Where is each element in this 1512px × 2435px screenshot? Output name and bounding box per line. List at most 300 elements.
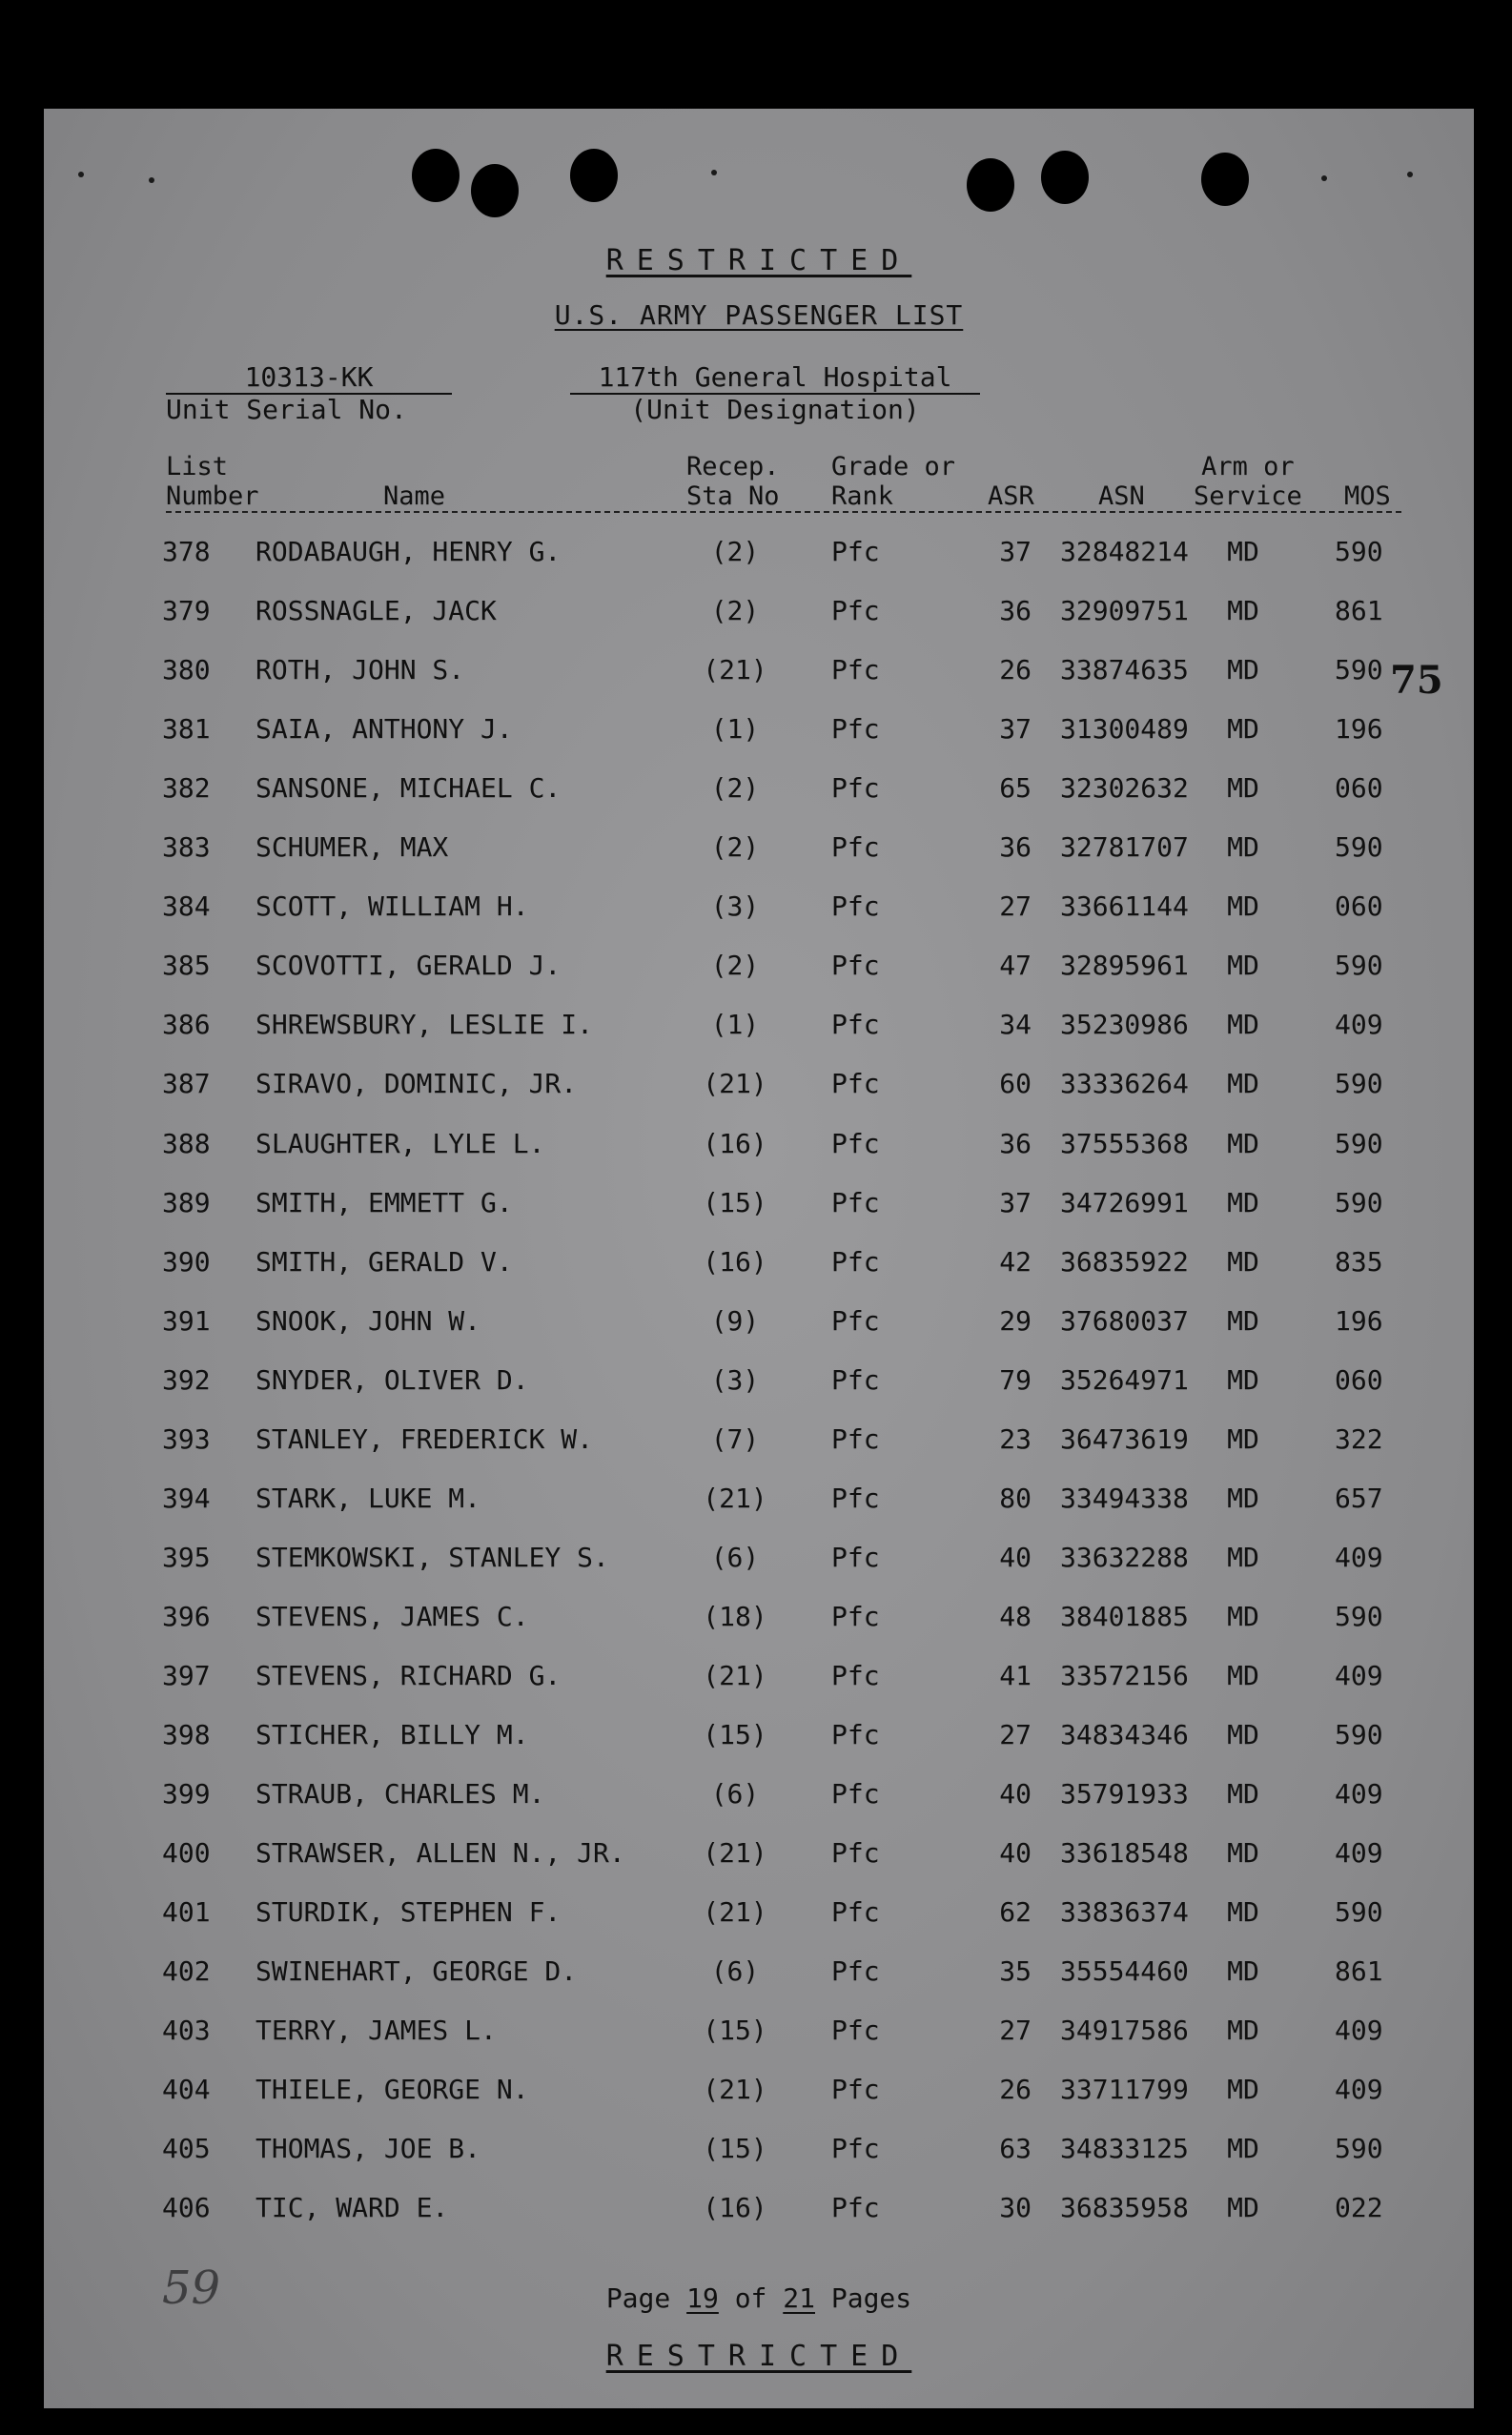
asr-cell: 37 (999, 536, 1032, 567)
unit-designation-label: (Unit Designation) (630, 394, 920, 425)
asn-cell: 33836374 (1060, 1896, 1189, 1929)
recep-station-cell: (9) (710, 1304, 760, 1337)
table-row (44, 1305, 1474, 1364)
arm-service-cell: MD (1227, 890, 1259, 923)
column-header-mos (1344, 481, 1391, 511)
table-row (44, 595, 1474, 654)
margin-annotation: 75 (1390, 658, 1443, 703)
arm-service-cell: MD (1227, 713, 1259, 746)
asn-cell: 33661144 (1060, 890, 1189, 923)
column-header-arm-service (1194, 452, 1302, 511)
table-row (44, 1778, 1474, 1837)
table-row (44, 1837, 1474, 1896)
column-header-line: Sta No (686, 481, 780, 511)
asr-cell: 27 (999, 1719, 1032, 1750)
asn-cell: 37555368 (1060, 1127, 1189, 1159)
mos-cell: 409 (1335, 1541, 1383, 1573)
table-row (44, 1128, 1474, 1187)
list-number-cell: 397 (162, 1659, 211, 1691)
asn-cell: 33874635 (1060, 654, 1189, 686)
list-number-cell: 388 (162, 1127, 211, 1159)
recep-station-cell: (21) (703, 1482, 767, 1514)
recep-station-cell: (21) (703, 1068, 767, 1100)
name-cell: SMITH, GERALD V. (255, 1245, 513, 1278)
recep-station-cell: (6) (710, 1955, 760, 1988)
asn-cell: 35230986 (1060, 1009, 1189, 1041)
mos-cell: 196 (1335, 1304, 1383, 1337)
table-row (44, 1364, 1474, 1423)
recep-station-cell: (21) (703, 1837, 767, 1870)
list-number-cell: 381 (162, 713, 211, 746)
name-cell: SNYDER, OLIVER D. (255, 1363, 529, 1396)
grade-cell: Pfc (831, 1422, 880, 1455)
grade-cell: Pfc (831, 1837, 880, 1870)
mos-cell: 590 (1335, 1896, 1383, 1929)
grade-cell: Pfc (831, 1245, 880, 1278)
list-number-cell: 387 (162, 1068, 211, 1100)
mos-cell: 590 (1335, 950, 1383, 982)
arm-service-cell: MD (1227, 1955, 1259, 1988)
grade-cell: Pfc (831, 950, 880, 982)
column-header-recep-sta (686, 452, 780, 511)
mos-cell: 060 (1335, 890, 1383, 923)
arm-service-cell: MD (1227, 1245, 1259, 1278)
asr-cell: 35 (999, 1955, 1032, 1988)
recep-station-cell: (21) (703, 2074, 767, 2106)
list-number-cell: 385 (162, 950, 211, 982)
asn-cell: 35554460 (1060, 1955, 1189, 1988)
mos-cell: 409 (1335, 2015, 1383, 2047)
recep-station-cell: (6) (710, 1541, 760, 1573)
page-of: of (734, 2282, 767, 2314)
recep-station-cell: (2) (710, 950, 760, 982)
table-row (44, 713, 1474, 772)
mos-cell: 861 (1335, 1955, 1383, 1988)
column-header-asn (1098, 481, 1145, 511)
arm-service-cell: MD (1227, 950, 1259, 982)
table-row (44, 1542, 1474, 1601)
asn-cell: 32781707 (1060, 831, 1189, 864)
grade-cell: Pfc (831, 2015, 880, 2047)
asr-cell: 34 (999, 1009, 1032, 1041)
restricted-footer: RESTRICTED (605, 2340, 912, 2373)
mos-cell: 590 (1335, 2133, 1383, 2165)
page-prefix: Page (605, 2282, 671, 2314)
arm-service-cell: MD (1227, 2074, 1259, 2106)
mos-cell: 590 (1335, 536, 1383, 567)
column-header-list-number (166, 452, 259, 511)
arm-service-cell: MD (1227, 1127, 1259, 1159)
asr-cell: 27 (999, 890, 1032, 923)
column-header-line: Number (166, 481, 259, 511)
arm-service-cell: MD (1227, 772, 1259, 805)
table-row (44, 1955, 1474, 2015)
grade-cell: Pfc (831, 1955, 880, 1988)
mos-cell: 590 (1335, 654, 1383, 686)
asn-cell: 33618548 (1060, 1837, 1189, 1870)
arm-service-cell: MD (1227, 1304, 1259, 1337)
table-row (44, 1009, 1474, 1068)
asn-cell: 34726991 (1060, 1186, 1189, 1218)
asn-cell: 38401885 (1060, 1600, 1189, 1632)
name-cell: SWINEHART, GEORGE D. (255, 1955, 578, 1988)
asn-cell: 35264971 (1060, 1363, 1189, 1396)
recep-station-cell: (16) (703, 2192, 767, 2224)
list-number-cell: 380 (162, 654, 211, 686)
list-number-cell: 392 (162, 1363, 211, 1396)
asr-cell: 80 (999, 1482, 1032, 1514)
table-row (44, 831, 1474, 890)
page-total: 21 (783, 2282, 815, 2314)
asr-cell: 29 (999, 1304, 1032, 1337)
recep-station-cell: (7) (710, 1422, 760, 1455)
table-row (44, 1719, 1474, 1778)
name-cell: SANSONE, MICHAEL C. (255, 772, 562, 805)
recep-station-cell: (1) (710, 713, 760, 746)
list-number-cell: 393 (162, 1422, 211, 1455)
arm-service-cell: MD (1227, 536, 1259, 567)
recep-station-cell: (21) (703, 1659, 767, 1691)
asr-cell: 37 (999, 713, 1032, 746)
document-page (44, 109, 1474, 2408)
asn-cell: 33336264 (1060, 1068, 1189, 1100)
speck (1407, 172, 1413, 177)
recep-station-cell: (3) (710, 890, 760, 923)
mos-cell: 409 (1335, 1659, 1383, 1691)
mos-cell: 590 (1335, 831, 1383, 864)
list-number-cell: 386 (162, 1009, 211, 1041)
mos-cell: 022 (1335, 2192, 1383, 2224)
grade-cell: Pfc (831, 1778, 880, 1811)
asn-cell: 35791933 (1060, 1778, 1189, 1811)
recep-station-cell: (18) (703, 1600, 767, 1632)
arm-service-cell: MD (1227, 1600, 1259, 1632)
grade-cell: Pfc (831, 831, 880, 864)
name-cell: SLAUGHTER, LYLE L. (255, 1127, 545, 1159)
recep-station-cell: (2) (710, 595, 760, 627)
recep-station-cell: (16) (703, 1245, 767, 1278)
recep-station-cell: (15) (703, 2015, 767, 2047)
speck (711, 170, 717, 175)
list-number-cell: 390 (162, 1245, 211, 1278)
arm-service-cell: MD (1227, 1068, 1259, 1100)
column-header-line: Arm or (1201, 452, 1295, 481)
recep-station-cell: (1) (710, 1009, 760, 1041)
mos-cell: 590 (1335, 1600, 1383, 1632)
recep-station-cell: (6) (710, 1778, 760, 1811)
speck (78, 172, 84, 177)
name-cell: THOMAS, JOE B. (255, 2133, 481, 2165)
asn-cell: 36473619 (1060, 1422, 1189, 1455)
grade-cell: Pfc (831, 536, 880, 567)
arm-service-cell: MD (1227, 1778, 1259, 1811)
grade-cell: Pfc (831, 2192, 880, 2224)
column-header-line: ASN (1098, 481, 1145, 511)
grade-cell: Pfc (831, 1482, 880, 1514)
column-header-grade (831, 452, 955, 511)
name-cell: SCHUMER, MAX (255, 831, 449, 864)
speck (1321, 175, 1327, 181)
name-cell: STANLEY, FREDERICK W. (255, 1422, 594, 1455)
grade-cell: Pfc (831, 1719, 880, 1750)
arm-service-cell: MD (1227, 1719, 1259, 1750)
arm-service-cell: MD (1227, 1422, 1259, 1455)
asn-cell: 33572156 (1060, 1659, 1189, 1691)
column-header-line: Name (383, 481, 446, 511)
list-number-cell: 389 (162, 1186, 211, 1218)
list-number-cell: 402 (162, 1955, 211, 1988)
arm-service-cell: MD (1227, 654, 1259, 686)
page-number: 19 (686, 2282, 719, 2314)
asn-cell: 33494338 (1060, 1482, 1189, 1514)
arm-service-cell: MD (1227, 1363, 1259, 1396)
column-header-line: Service (1194, 481, 1302, 511)
punch-hole (967, 158, 1014, 212)
asr-cell: 60 (999, 1068, 1032, 1100)
asn-cell: 32848214 (1060, 536, 1189, 567)
mos-cell: 060 (1335, 772, 1383, 805)
name-cell: ROSSNAGLE, JACK (255, 595, 497, 627)
name-cell: STICHER, BILLY M. (255, 1719, 529, 1750)
column-header-line: List (166, 452, 229, 481)
mos-cell: 861 (1335, 595, 1383, 627)
arm-service-cell: MD (1227, 2015, 1259, 2047)
asr-cell: 30 (999, 2192, 1032, 2224)
name-cell: STEMKOWSKI, STANLEY S. (255, 1541, 609, 1573)
arm-service-cell: MD (1227, 595, 1259, 627)
punch-hole (471, 164, 519, 217)
column-header-line: ASR (988, 481, 1034, 511)
recep-station-cell: (3) (710, 1363, 760, 1396)
list-number-cell: 378 (162, 536, 211, 567)
list-number-cell: 396 (162, 1600, 211, 1632)
table-row (44, 772, 1474, 831)
asn-cell: 33711799 (1060, 2074, 1189, 2106)
arm-service-cell: MD (1227, 2192, 1259, 2224)
asr-cell: 48 (999, 1600, 1032, 1632)
grade-cell: Pfc (831, 2074, 880, 2106)
list-number-cell: 382 (162, 772, 211, 805)
name-cell: SCOVOTTI, GERALD J. (255, 950, 562, 982)
asr-cell: 40 (999, 1837, 1032, 1870)
grade-cell: Pfc (831, 1304, 880, 1337)
asn-cell: 32909751 (1060, 595, 1189, 627)
name-cell: SAIA, ANTHONY J. (255, 713, 513, 746)
asr-cell: 36 (999, 831, 1032, 864)
list-number-cell: 398 (162, 1719, 211, 1750)
grade-cell: Pfc (831, 1127, 880, 1159)
mos-cell: 409 (1335, 2074, 1383, 2106)
unit-designation: 117th General Hospital (570, 362, 980, 395)
asr-cell: 41 (999, 1659, 1032, 1691)
table-row (44, 1896, 1474, 1955)
asr-cell: 65 (999, 772, 1032, 805)
mos-cell: 409 (1335, 1778, 1383, 1811)
mos-cell: 590 (1335, 1186, 1383, 1218)
name-cell: STRAWSER, ALLEN N., JR. (255, 1837, 625, 1870)
name-cell: SIRAVO, DOMINIC, JR. (255, 1068, 578, 1100)
grade-cell: Pfc (831, 654, 880, 686)
asn-cell: 31300489 (1060, 713, 1189, 746)
name-cell: STURDIK, STEPHEN F. (255, 1896, 562, 1929)
list-number-cell: 404 (162, 2074, 211, 2106)
document-title: U.S. ARMY PASSENGER LIST (554, 299, 964, 331)
asr-cell: 26 (999, 2074, 1032, 2106)
asr-cell: 36 (999, 1127, 1032, 1159)
list-number-cell: 391 (162, 1304, 211, 1337)
mos-cell: 060 (1335, 1363, 1383, 1396)
mos-cell: 196 (1335, 713, 1383, 746)
recep-station-cell: (21) (703, 654, 767, 686)
list-number-cell: 405 (162, 2133, 211, 2165)
mos-cell: 590 (1335, 1719, 1383, 1750)
list-number-cell: 383 (162, 831, 211, 864)
table-row (44, 1423, 1474, 1483)
arm-service-cell: MD (1227, 1659, 1259, 1691)
asn-cell: 32895961 (1060, 950, 1189, 982)
table-row (44, 2133, 1474, 2192)
arm-service-cell: MD (1227, 1541, 1259, 1573)
asr-cell: 23 (999, 1422, 1032, 1455)
table-row (44, 1483, 1474, 1542)
asn-cell: 34917586 (1060, 2015, 1189, 2047)
name-cell: STEVENS, JAMES C. (255, 1600, 529, 1632)
mos-cell: 409 (1335, 1837, 1383, 1870)
recep-station-cell: (15) (703, 2133, 767, 2165)
list-number-cell: 401 (162, 1896, 211, 1929)
name-cell: TIC, WARD E. (255, 2192, 449, 2224)
page-indicator (44, 2282, 1474, 2314)
arm-service-cell: MD (1227, 1896, 1259, 1929)
grade-cell: Pfc (831, 1659, 880, 1691)
table-row (44, 1601, 1474, 1660)
unit-serial-block (166, 362, 452, 425)
table-row (44, 950, 1474, 1009)
asr-cell: 42 (999, 1245, 1032, 1278)
asr-cell: 62 (999, 1896, 1032, 1929)
arm-service-cell: MD (1227, 831, 1259, 864)
punch-hole (570, 149, 618, 202)
grade-cell: Pfc (831, 713, 880, 746)
column-header-line: Grade or (831, 452, 956, 481)
mos-cell: 322 (1335, 1422, 1383, 1455)
list-number-cell: 406 (162, 2192, 211, 2224)
unit-designation-block (570, 362, 980, 425)
mos-cell: 590 (1335, 1127, 1383, 1159)
table-row (44, 1246, 1474, 1305)
table-row (44, 890, 1474, 950)
arm-service-cell: MD (1227, 2133, 1259, 2165)
asr-cell: 27 (999, 2015, 1032, 2047)
recep-station-cell: (2) (710, 536, 760, 567)
arm-service-cell: MD (1227, 1186, 1259, 1218)
recep-station-cell: (21) (703, 1896, 767, 1929)
asn-cell: 34834346 (1060, 1719, 1189, 1750)
name-cell: STRAUB, CHARLES M. (255, 1778, 545, 1811)
asr-cell: 47 (999, 950, 1032, 982)
list-number-cell: 379 (162, 595, 211, 627)
table-row (44, 2015, 1474, 2074)
arm-service-cell: MD (1227, 1482, 1259, 1514)
grade-cell: Pfc (831, 890, 880, 923)
asn-cell: 32302632 (1060, 772, 1189, 805)
arm-service-cell: MD (1227, 1009, 1259, 1041)
table-row (44, 1068, 1474, 1127)
list-number-cell: 399 (162, 1778, 211, 1811)
asn-cell: 33632288 (1060, 1541, 1189, 1573)
asr-cell: 36 (999, 595, 1032, 627)
asr-cell: 40 (999, 1541, 1032, 1573)
list-number-cell: 403 (162, 2015, 211, 2047)
mos-cell: 590 (1335, 1068, 1383, 1100)
grade-cell: Pfc (831, 1068, 880, 1100)
header-rule (166, 511, 1401, 513)
name-cell: TERRY, JAMES L. (255, 2015, 497, 2047)
name-cell: STEVENS, RICHARD G. (255, 1659, 562, 1691)
column-header-asr (988, 481, 1034, 511)
grade-cell: Pfc (831, 2133, 880, 2165)
table-row (44, 654, 1474, 713)
column-header-name (383, 481, 445, 511)
punch-hole (1041, 151, 1089, 204)
table-row (44, 1187, 1474, 1246)
column-header-line: Rank (831, 481, 894, 511)
grade-cell: Pfc (831, 1896, 880, 1929)
mos-cell: 657 (1335, 1482, 1383, 1514)
page-suffix: Pages (830, 2282, 912, 2314)
grade-cell: Pfc (831, 1363, 880, 1396)
list-number-cell: 400 (162, 1837, 211, 1870)
column-header-line: MOS (1344, 481, 1391, 511)
list-number-cell: 384 (162, 890, 211, 923)
table-row (44, 536, 1474, 595)
punch-hole (1201, 153, 1249, 206)
recep-station-cell: (16) (703, 1127, 767, 1159)
list-number-cell: 394 (162, 1482, 211, 1514)
grade-cell: Pfc (831, 772, 880, 805)
asr-cell: 79 (999, 1363, 1032, 1396)
punch-hole (412, 149, 460, 202)
asn-cell: 36835958 (1060, 2192, 1189, 2224)
mos-cell: 835 (1335, 1245, 1383, 1278)
speck (149, 177, 154, 183)
asr-cell: 63 (999, 2133, 1032, 2165)
asn-cell: 37680037 (1060, 1304, 1189, 1337)
name-cell: SHREWSBURY, LESLIE I. (255, 1009, 594, 1041)
recep-station-cell: (2) (710, 831, 760, 864)
recep-station-cell: (15) (703, 1186, 767, 1218)
asn-cell: 34833125 (1060, 2133, 1189, 2165)
asr-cell: 26 (999, 654, 1032, 686)
recep-station-cell: (2) (710, 772, 760, 805)
pencil-mark: 59 (162, 2261, 221, 2315)
name-cell: THIELE, GEORGE N. (255, 2074, 529, 2106)
list-number-cell: 395 (162, 1541, 211, 1573)
restricted-heading: RESTRICTED (605, 244, 912, 277)
name-cell: ROTH, JOHN S. (255, 654, 465, 686)
name-cell: SMITH, EMMETT G. (255, 1186, 513, 1218)
grade-cell: Pfc (831, 1009, 880, 1041)
unit-serial-label: Unit Serial No. (166, 394, 407, 425)
mos-cell: 409 (1335, 1009, 1383, 1041)
table-row (44, 2192, 1474, 2251)
arm-service-cell: MD (1227, 1837, 1259, 1870)
grade-cell: Pfc (831, 1186, 880, 1218)
grade-cell: Pfc (831, 595, 880, 627)
asn-cell: 36835922 (1060, 1245, 1189, 1278)
name-cell: SCOTT, WILLIAM H. (255, 890, 529, 923)
name-cell: RODABAUGH, HENRY G. (255, 536, 562, 567)
